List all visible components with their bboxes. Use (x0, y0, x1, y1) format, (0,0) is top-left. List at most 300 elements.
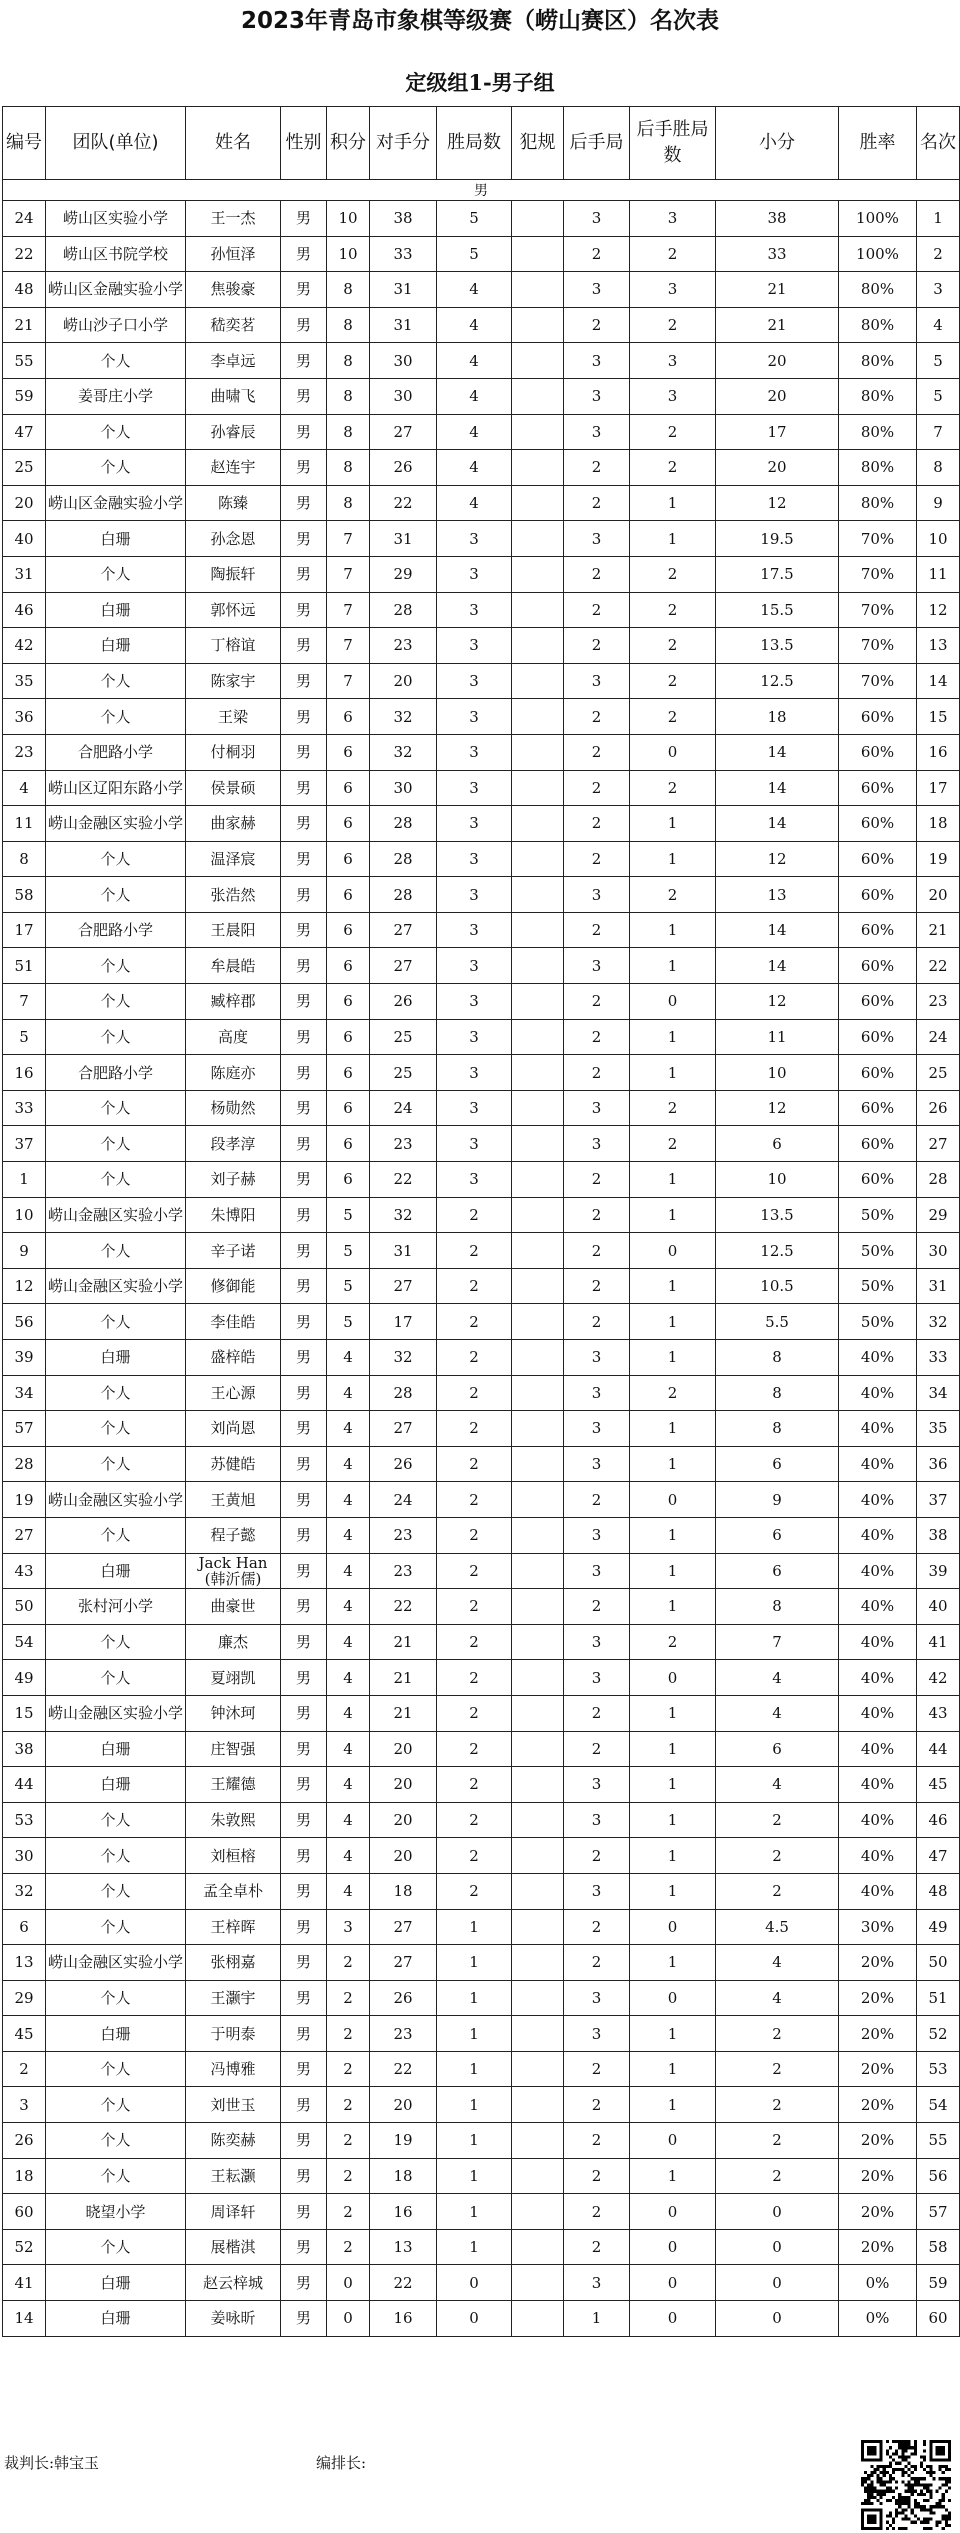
gender-cell: 男 (281, 2016, 327, 2052)
black-games-cell: 3 (564, 1660, 630, 1696)
wins-cell: 2 (437, 1802, 512, 1838)
wins-cell: 1 (437, 2051, 512, 2087)
id-cell: 53 (3, 1802, 46, 1838)
win-rate-cell: 40% (839, 1589, 917, 1625)
score-cell: 4 (327, 1731, 370, 1767)
fouls-cell (512, 378, 564, 414)
team-cell: 张村河小学 (46, 1589, 186, 1625)
black-wins-cell: 0 (630, 2229, 716, 2265)
wins-cell: 1 (437, 2194, 512, 2230)
team-cell: 个人 (46, 1019, 186, 1055)
wins-cell: 3 (437, 628, 512, 664)
team-cell: 姜哥庄小学 (46, 378, 186, 414)
black-games-cell: 3 (564, 1767, 630, 1803)
table-row (3, 2194, 960, 2230)
id-cell: 14 (3, 2301, 46, 2337)
opp-score-cell: 32 (370, 1340, 437, 1376)
wins-cell: 5 (437, 201, 512, 237)
black-games-cell: 2 (564, 699, 630, 735)
black-wins-cell: 2 (630, 1624, 716, 1660)
tiebreak-cell: 20 (716, 343, 839, 379)
id-cell: 13 (3, 1945, 46, 1981)
rank-cell: 16 (917, 734, 960, 770)
black-games-cell: 2 (564, 2123, 630, 2159)
black-games-cell: 3 (564, 1802, 630, 1838)
fouls-cell (512, 1126, 564, 1162)
fouls-cell (512, 770, 564, 806)
gender-cell: 男 (281, 450, 327, 486)
table-row (3, 1802, 960, 1838)
section-row (3, 180, 960, 201)
win-rate-cell: 60% (839, 699, 917, 735)
black-games-cell: 1 (564, 2301, 630, 2337)
black-wins-cell: 1 (630, 1197, 716, 1233)
black-wins-cell: 1 (630, 1019, 716, 1055)
opp-score-cell: 38 (370, 201, 437, 237)
opp-score-cell: 20 (370, 1802, 437, 1838)
black-games-cell: 2 (564, 1304, 630, 1340)
win-rate-cell: 60% (839, 770, 917, 806)
table-row (3, 414, 960, 450)
tiebreak-cell: 2 (716, 2123, 839, 2159)
id-cell: 37 (3, 1126, 46, 1162)
black-wins-cell: 2 (630, 628, 716, 664)
fouls-cell (512, 1909, 564, 1945)
id-cell: 56 (3, 1304, 46, 1340)
opp-score-cell: 32 (370, 699, 437, 735)
team-cell: 个人 (46, 1090, 186, 1126)
fouls-cell (512, 1660, 564, 1696)
wins-cell: 1 (437, 1945, 512, 1981)
wins-cell: 2 (437, 1660, 512, 1696)
tiebreak-cell: 2 (716, 2158, 839, 2194)
name-cell: 杨勋然 (186, 1090, 281, 1126)
score-cell: 10 (327, 201, 370, 237)
gender-cell: 男 (281, 378, 327, 414)
team-cell: 崂山沙子口小学 (46, 307, 186, 343)
win-rate-cell: 0% (839, 2265, 917, 2301)
team-cell: 崂山金融区实验小学 (46, 1268, 186, 1304)
win-rate-cell: 60% (839, 877, 917, 913)
black-wins-cell: 1 (630, 912, 716, 948)
rank-cell: 39 (917, 1553, 960, 1589)
gender-cell: 男 (281, 1268, 327, 1304)
gender-cell: 男 (281, 841, 327, 877)
table-row (3, 1838, 960, 1874)
rank-cell: 24 (917, 1019, 960, 1055)
win-rate-cell: 40% (839, 1695, 917, 1731)
tiebreak-cell: 2 (716, 1802, 839, 1838)
gender-cell: 男 (281, 521, 327, 557)
fouls-cell (512, 628, 564, 664)
win-rate-cell: 50% (839, 1197, 917, 1233)
black-wins-cell: 1 (630, 2158, 716, 2194)
score-cell: 6 (327, 1126, 370, 1162)
rank-cell: 42 (917, 1660, 960, 1696)
tiebreak-cell: 12 (716, 485, 839, 521)
black-wins-cell: 0 (630, 984, 716, 1020)
black-wins-cell: 2 (630, 307, 716, 343)
fouls-cell (512, 450, 564, 486)
team-cell: 白珊 (46, 2265, 186, 2301)
black-wins-cell: 1 (630, 1838, 716, 1874)
opp-score-cell: 22 (370, 1589, 437, 1625)
id-cell: 25 (3, 450, 46, 486)
team-cell: 个人 (46, 450, 186, 486)
fouls-cell (512, 1695, 564, 1731)
id-cell: 57 (3, 1411, 46, 1447)
team-cell: 白珊 (46, 1553, 186, 1589)
id-cell: 21 (3, 307, 46, 343)
gender-cell: 男 (281, 2087, 327, 2123)
name-cell: 李佳皓 (186, 1304, 281, 1340)
black-games-cell: 3 (564, 272, 630, 308)
opp-score-cell: 30 (370, 343, 437, 379)
black-games-cell: 2 (564, 485, 630, 521)
id-cell: 16 (3, 1055, 46, 1091)
opp-score-cell: 31 (370, 307, 437, 343)
id-cell: 4 (3, 770, 46, 806)
opp-score-cell: 20 (370, 1731, 437, 1767)
opp-score-cell: 18 (370, 2158, 437, 2194)
wins-cell: 0 (437, 2265, 512, 2301)
black-games-cell: 2 (564, 592, 630, 628)
table-row (3, 948, 960, 984)
name-cell: 王一杰 (186, 201, 281, 237)
win-rate-cell: 60% (839, 1126, 917, 1162)
win-rate-cell: 60% (839, 1019, 917, 1055)
team-cell: 白珊 (46, 1731, 186, 1767)
fouls-cell (512, 2265, 564, 2301)
team-cell: 个人 (46, 1660, 186, 1696)
black-games-cell: 3 (564, 948, 630, 984)
fouls-cell (512, 912, 564, 948)
fouls-cell (512, 806, 564, 842)
wins-cell: 3 (437, 912, 512, 948)
table-row (3, 1695, 960, 1731)
wins-cell: 2 (437, 1553, 512, 1589)
team-cell: 白珊 (46, 628, 186, 664)
opp-score-cell: 20 (370, 663, 437, 699)
black-games-cell: 3 (564, 1980, 630, 2016)
team-cell: 白珊 (46, 2016, 186, 2052)
score-cell: 2 (327, 2016, 370, 2052)
table-row (3, 343, 960, 379)
score-cell: 2 (327, 2194, 370, 2230)
table-row (3, 699, 960, 735)
opp-score-cell: 20 (370, 1838, 437, 1874)
table-row (3, 236, 960, 272)
opp-score-cell: 33 (370, 236, 437, 272)
gender-cell: 男 (281, 2265, 327, 2301)
fouls-cell (512, 984, 564, 1020)
black-wins-cell: 0 (630, 2265, 716, 2301)
id-cell: 45 (3, 2016, 46, 2052)
tiebreak-cell: 8 (716, 1375, 839, 1411)
fouls-cell (512, 1517, 564, 1553)
team-cell: 崂山区金融实验小学 (46, 272, 186, 308)
win-rate-cell: 60% (839, 912, 917, 948)
id-cell: 8 (3, 841, 46, 877)
id-cell: 38 (3, 1731, 46, 1767)
black-games-cell: 3 (564, 1375, 630, 1411)
section-label: 男 (3, 180, 960, 201)
black-games-cell: 2 (564, 770, 630, 806)
black-games-cell: 2 (564, 2194, 630, 2230)
id-cell: 59 (3, 378, 46, 414)
fouls-cell (512, 414, 564, 450)
id-cell: 39 (3, 1340, 46, 1376)
table-row (3, 984, 960, 1020)
opp-score-cell: 27 (370, 948, 437, 984)
table-row (3, 2158, 960, 2194)
opp-score-cell: 22 (370, 2265, 437, 2301)
black-wins-cell: 1 (630, 1945, 716, 1981)
table-row (3, 450, 960, 486)
wins-cell: 3 (437, 1019, 512, 1055)
score-cell: 3 (327, 1909, 370, 1945)
tiebreak-cell: 4 (716, 1980, 839, 2016)
black-games-cell: 2 (564, 2087, 630, 2123)
opp-score-cell: 27 (370, 1909, 437, 1945)
team-cell: 崂山金融区实验小学 (46, 806, 186, 842)
score-cell: 2 (327, 1980, 370, 2016)
opp-score-cell: 26 (370, 1980, 437, 2016)
tiebreak-cell: 2 (716, 1873, 839, 1909)
name-cell: 王黄旭 (186, 1482, 281, 1518)
opp-score-cell: 27 (370, 1268, 437, 1304)
black-games-cell: 2 (564, 1695, 630, 1731)
tiebreak-cell: 8 (716, 1411, 839, 1447)
score-cell: 8 (327, 485, 370, 521)
table-row (3, 272, 960, 308)
gender-cell: 男 (281, 2158, 327, 2194)
wins-cell: 1 (437, 2016, 512, 2052)
team-cell: 个人 (46, 1411, 186, 1447)
win-rate-cell: 50% (839, 1304, 917, 1340)
table-header-row (3, 107, 960, 180)
gender-cell: 男 (281, 770, 327, 806)
win-rate-cell: 40% (839, 1411, 917, 1447)
table-row (3, 1340, 960, 1376)
name-cell: 冯博雅 (186, 2051, 281, 2087)
wins-cell: 1 (437, 2123, 512, 2159)
id-cell: 52 (3, 2229, 46, 2265)
win-rate-cell: 20% (839, 2158, 917, 2194)
gender-cell: 男 (281, 1340, 327, 1376)
name-cell: 王梓晖 (186, 1909, 281, 1945)
gender-cell: 男 (281, 1980, 327, 2016)
gender-cell: 男 (281, 1197, 327, 1233)
score-cell: 4 (327, 1767, 370, 1803)
black-wins-cell: 2 (630, 450, 716, 486)
name-cell: 王晨阳 (186, 912, 281, 948)
score-cell: 7 (327, 663, 370, 699)
score-cell: 5 (327, 1233, 370, 1269)
name-cell: 辛子诺 (186, 1233, 281, 1269)
win-rate-cell: 60% (839, 806, 917, 842)
tiebreak-cell: 0 (716, 2265, 839, 2301)
team-cell: 个人 (46, 663, 186, 699)
score-cell: 2 (327, 2123, 370, 2159)
table-row (3, 1731, 960, 1767)
black-wins-cell: 1 (630, 948, 716, 984)
black-wins-cell: 1 (630, 1589, 716, 1625)
id-cell: 32 (3, 1873, 46, 1909)
table-row (3, 628, 960, 664)
id-cell: 19 (3, 1482, 46, 1518)
opp-score-cell: 21 (370, 1624, 437, 1660)
name-cell: 孙睿辰 (186, 414, 281, 450)
table-row (3, 592, 960, 628)
win-rate-cell: 80% (839, 343, 917, 379)
team-cell: 合肥路小学 (46, 1055, 186, 1091)
score-cell: 4 (327, 1873, 370, 1909)
id-cell: 58 (3, 877, 46, 913)
black-wins-cell: 0 (630, 1482, 716, 1518)
score-cell: 6 (327, 877, 370, 913)
wins-cell: 4 (437, 450, 512, 486)
gender-cell: 男 (281, 948, 327, 984)
tiebreak-cell: 6 (716, 1731, 839, 1767)
win-rate-cell: 20% (839, 2123, 917, 2159)
score-cell: 8 (327, 343, 370, 379)
black-games-cell: 2 (564, 307, 630, 343)
id-cell: 41 (3, 2265, 46, 2301)
fouls-cell (512, 2087, 564, 2123)
wins-cell: 3 (437, 877, 512, 913)
fouls-cell (512, 521, 564, 557)
page-title: 2023年青岛市象棋等级赛（崂山赛区）名次表 (240, 8, 719, 34)
name-cell: 焦骏豪 (186, 272, 281, 308)
id-cell: 42 (3, 628, 46, 664)
fouls-cell (512, 1767, 564, 1803)
wins-cell: 3 (437, 770, 512, 806)
wins-cell: 2 (437, 1482, 512, 1518)
black-games-cell: 3 (564, 521, 630, 557)
win-rate-cell: 40% (839, 1553, 917, 1589)
fouls-cell (512, 1055, 564, 1091)
wins-cell: 3 (437, 699, 512, 735)
win-rate-cell: 40% (839, 1446, 917, 1482)
table-row (3, 1767, 960, 1803)
table-row (3, 1446, 960, 1482)
name-cell: 曲豪世 (186, 1589, 281, 1625)
table-row (3, 1304, 960, 1340)
gender-cell: 男 (281, 485, 327, 521)
black-games-cell: 2 (564, 1268, 630, 1304)
table-row (3, 1197, 960, 1233)
score-cell: 6 (327, 699, 370, 735)
gender-cell: 男 (281, 877, 327, 913)
id-cell: 54 (3, 1624, 46, 1660)
gender-cell: 男 (281, 734, 327, 770)
rank-cell: 26 (917, 1090, 960, 1126)
name-cell: 朱敦熙 (186, 1802, 281, 1838)
header-cell: 胜率 (839, 107, 917, 180)
gender-cell: 男 (281, 806, 327, 842)
gender-cell: 男 (281, 1660, 327, 1696)
win-rate-cell: 40% (839, 1660, 917, 1696)
team-cell: 个人 (46, 1126, 186, 1162)
id-cell: 31 (3, 556, 46, 592)
id-cell: 43 (3, 1553, 46, 1589)
wins-cell: 5 (437, 236, 512, 272)
wins-cell: 1 (437, 2158, 512, 2194)
table-row (3, 1553, 960, 1589)
id-cell: 51 (3, 948, 46, 984)
win-rate-cell: 40% (839, 1624, 917, 1660)
black-wins-cell: 1 (630, 1731, 716, 1767)
table-row (3, 734, 960, 770)
name-cell: 孙念恩 (186, 521, 281, 557)
rank-cell: 1 (917, 201, 960, 237)
name-cell: 刘尚恩 (186, 1411, 281, 1447)
gender-cell: 男 (281, 236, 327, 272)
wins-cell: 3 (437, 1162, 512, 1198)
fouls-cell (512, 734, 564, 770)
wins-cell: 3 (437, 663, 512, 699)
table-row (3, 1980, 960, 2016)
fouls-cell (512, 1624, 564, 1660)
black-wins-cell: 3 (630, 201, 716, 237)
black-games-cell: 2 (564, 1162, 630, 1198)
opp-score-cell: 16 (370, 2194, 437, 2230)
name-cell: 廉杰 (186, 1624, 281, 1660)
table-row (3, 912, 960, 948)
score-cell: 7 (327, 592, 370, 628)
id-cell: 15 (3, 1695, 46, 1731)
id-cell: 23 (3, 734, 46, 770)
table-row (3, 2265, 960, 2301)
score-cell: 4 (327, 1482, 370, 1518)
opp-score-cell: 21 (370, 1660, 437, 1696)
score-cell: 4 (327, 1802, 370, 1838)
team-cell: 个人 (46, 414, 186, 450)
win-rate-cell: 80% (839, 414, 917, 450)
id-cell: 7 (3, 984, 46, 1020)
tiebreak-cell: 14 (716, 948, 839, 984)
black-games-cell: 2 (564, 1945, 630, 1981)
opp-score-cell: 13 (370, 2229, 437, 2265)
id-cell: 26 (3, 2123, 46, 2159)
id-cell: 60 (3, 2194, 46, 2230)
win-rate-cell: 80% (839, 378, 917, 414)
black-games-cell: 3 (564, 1624, 630, 1660)
name-cell: 陶振轩 (186, 556, 281, 592)
table-row (3, 1055, 960, 1091)
id-cell: 27 (3, 1517, 46, 1553)
arranger-label: 编排长: (316, 2454, 367, 2472)
score-cell: 6 (327, 841, 370, 877)
fouls-cell (512, 272, 564, 308)
rank-cell: 5 (917, 343, 960, 379)
win-rate-cell: 40% (839, 1482, 917, 1518)
black-wins-cell: 0 (630, 2301, 716, 2337)
gender-cell: 男 (281, 2301, 327, 2337)
score-cell: 6 (327, 912, 370, 948)
gender-cell: 男 (281, 414, 327, 450)
wins-cell: 1 (437, 1909, 512, 1945)
gender-cell: 男 (281, 1019, 327, 1055)
wins-cell: 2 (437, 1304, 512, 1340)
win-rate-cell: 60% (839, 1055, 917, 1091)
name-cell: 陈家宇 (186, 663, 281, 699)
fouls-cell (512, 592, 564, 628)
wins-cell: 2 (437, 1340, 512, 1376)
table-row (3, 1090, 960, 1126)
score-cell: 6 (327, 1019, 370, 1055)
